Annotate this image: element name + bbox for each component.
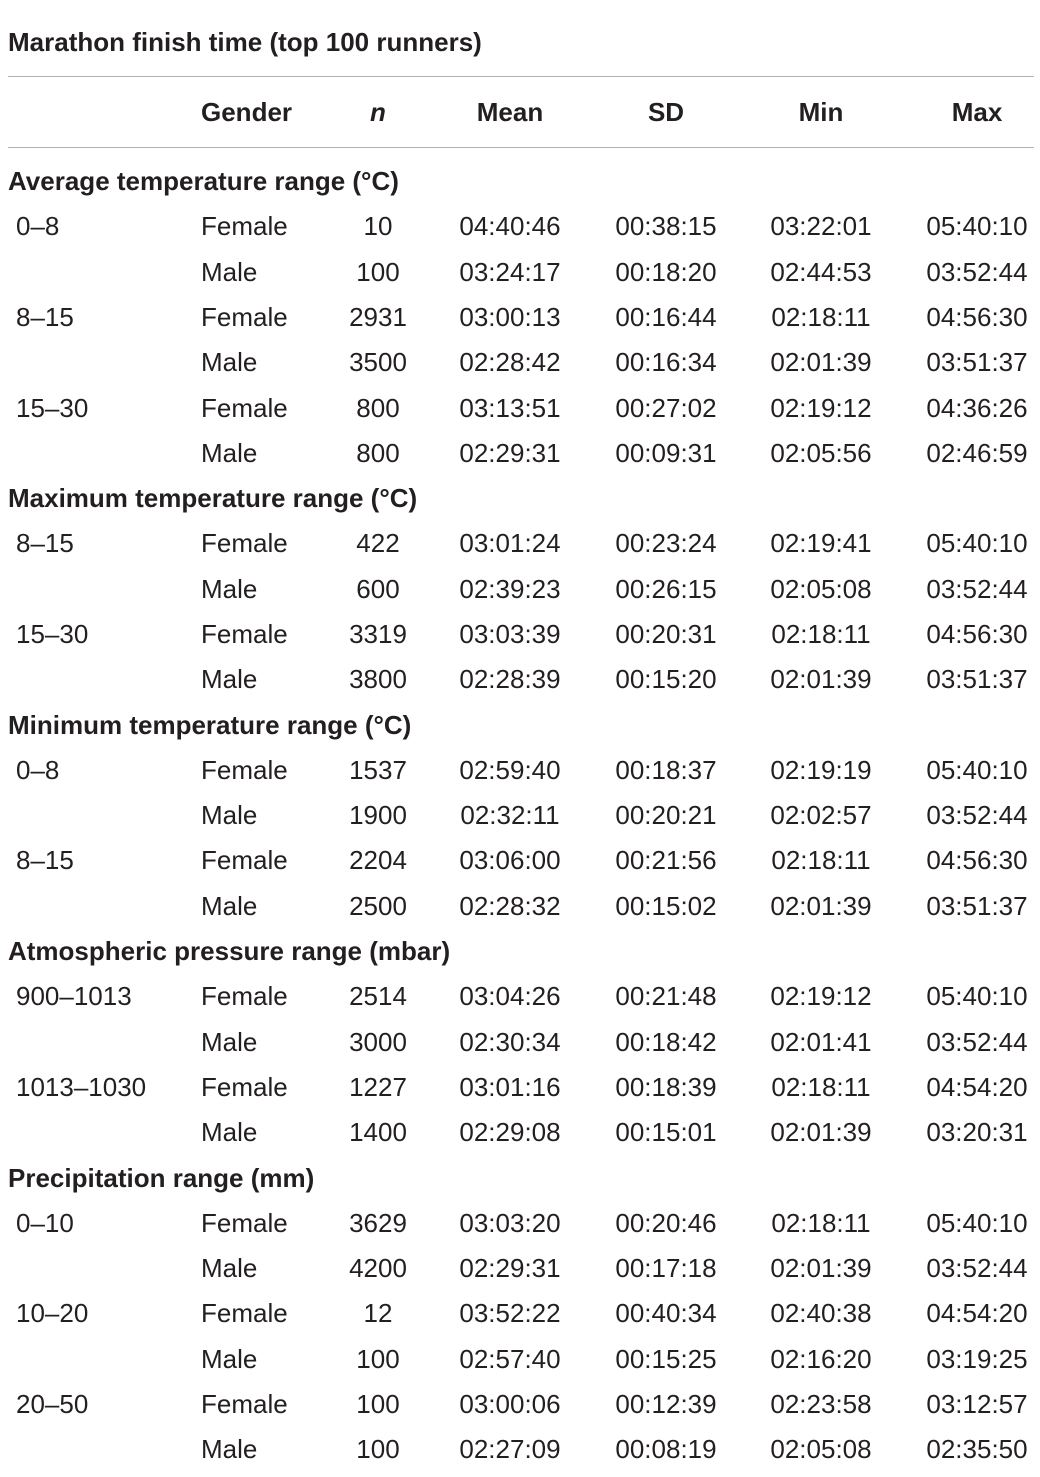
cell-gender: Female — [201, 981, 288, 1011]
table-row — [0, 300, 1040, 345]
cell-min: 02:23:58 — [770, 1389, 872, 1419]
cell-range: 900–1013 — [16, 981, 132, 1011]
cell-range: 8–15 — [16, 845, 74, 875]
cell-sd: 00:18:37 — [615, 755, 717, 785]
cell-range: 8–15 — [16, 528, 74, 558]
cell-mean: 02:29:08 — [459, 1117, 561, 1147]
section-label: Precipitation range (mm) — [8, 1163, 315, 1193]
cell-range: 1013–1030 — [16, 1072, 147, 1102]
cell-sd: 00:18:20 — [615, 257, 717, 287]
cell-gender: Female — [201, 528, 288, 558]
cell-gender: Male — [201, 438, 258, 468]
cell-min: 02:19:41 — [770, 528, 872, 558]
column-header-gender: Gender — [201, 97, 293, 127]
table-row — [0, 1432, 1040, 1477]
cell-n: 100 — [356, 1434, 400, 1464]
cell-min: 02:19:12 — [770, 981, 872, 1011]
table-title: Marathon finish time (top 100 runners) — [8, 27, 482, 57]
cell-min: 02:02:57 — [770, 800, 872, 830]
cell-max: 03:52:44 — [926, 257, 1028, 287]
cell-sd: 00:18:39 — [615, 1072, 717, 1102]
section-label: Average temperature range (°C) — [8, 166, 399, 196]
cell-max: 04:56:30 — [926, 302, 1028, 332]
cell-max: 04:54:20 — [926, 1298, 1028, 1328]
cell-n: 2500 — [349, 891, 407, 921]
table-row — [0, 209, 1040, 254]
table-row — [0, 843, 1040, 888]
cell-gender: Male — [201, 664, 258, 694]
header-rule — [8, 147, 1034, 148]
cell-max: 04:36:26 — [926, 393, 1028, 423]
cell-mean: 03:01:24 — [459, 528, 561, 558]
cell-range: 0–8 — [16, 755, 60, 785]
cell-n: 10 — [363, 211, 393, 241]
cell-mean: 03:03:39 — [459, 619, 561, 649]
cell-max: 03:19:25 — [926, 1344, 1028, 1374]
cell-max: 05:40:10 — [926, 1208, 1028, 1238]
cell-sd: 00:21:48 — [615, 981, 717, 1011]
cell-min: 02:01:39 — [770, 1117, 872, 1147]
cell-min: 02:16:20 — [770, 1344, 872, 1374]
cell-max: 03:51:37 — [926, 347, 1028, 377]
column-header-sd: SD — [647, 97, 685, 127]
cell-mean: 02:28:32 — [459, 891, 561, 921]
cell-min: 02:18:11 — [771, 845, 871, 875]
cell-sd: 00:09:31 — [615, 438, 717, 468]
cell-n: 2514 — [349, 981, 407, 1011]
cell-mean: 03:01:16 — [459, 1072, 561, 1102]
cell-n: 3629 — [349, 1208, 407, 1238]
table-row — [0, 1296, 1040, 1341]
cell-min: 02:19:12 — [770, 393, 872, 423]
cell-mean: 02:29:31 — [459, 1253, 561, 1283]
cell-max: 05:40:10 — [926, 755, 1028, 785]
cell-gender: Female — [201, 1298, 288, 1328]
cell-n: 100 — [356, 1344, 400, 1374]
table-row — [0, 1070, 1040, 1115]
cell-sd: 00:23:24 — [615, 528, 717, 558]
cell-max: 04:54:20 — [926, 1072, 1028, 1102]
cell-n: 800 — [356, 438, 400, 468]
cell-mean: 02:27:09 — [459, 1434, 561, 1464]
cell-n: 1537 — [349, 755, 407, 785]
cell-n: 4200 — [349, 1253, 407, 1283]
cell-min: 02:18:11 — [771, 1072, 871, 1102]
cell-range: 0–8 — [16, 211, 60, 241]
cell-mean: 04:40:46 — [459, 211, 561, 241]
cell-gender: Male — [201, 1434, 258, 1464]
cell-gender: Male — [201, 1344, 258, 1374]
cell-min: 02:18:11 — [771, 619, 871, 649]
cell-gender: Male — [201, 257, 258, 287]
cell-n: 3800 — [349, 664, 407, 694]
cell-min: 02:18:11 — [771, 1208, 871, 1238]
cell-gender: Female — [201, 1389, 288, 1419]
cell-sd: 00:20:21 — [615, 800, 717, 830]
cell-sd: 00:16:44 — [615, 302, 717, 332]
cell-max: 02:35:50 — [926, 1434, 1028, 1464]
table-row — [0, 1251, 1040, 1296]
cell-max: 03:52:44 — [926, 1253, 1028, 1283]
cell-mean: 03:06:00 — [459, 845, 561, 875]
cell-sd: 00:15:25 — [615, 1344, 717, 1374]
cell-sd: 00:20:46 — [615, 1208, 717, 1238]
table-row — [0, 526, 1040, 571]
cell-sd: 00:38:15 — [615, 211, 717, 241]
cell-range: 15–30 — [16, 619, 89, 649]
cell-n: 2931 — [349, 302, 407, 332]
table-row — [0, 255, 1040, 300]
column-header-min: Min — [798, 97, 844, 127]
table-row — [0, 617, 1040, 662]
cell-sd: 00:16:34 — [615, 347, 717, 377]
table-row — [0, 391, 1040, 436]
cell-max: 05:40:10 — [926, 981, 1028, 1011]
cell-mean: 03:03:20 — [459, 1208, 561, 1238]
cell-sd: 00:17:18 — [615, 1253, 717, 1283]
table-row — [0, 1025, 1040, 1070]
cell-gender: Female — [201, 755, 288, 785]
cell-gender: Female — [201, 1072, 288, 1102]
cell-min: 02:18:11 — [771, 302, 871, 332]
cell-sd: 00:15:20 — [615, 664, 717, 694]
cell-mean: 02:39:23 — [459, 574, 561, 604]
cell-range: 8–15 — [16, 302, 74, 332]
cell-gender: Male — [201, 1253, 258, 1283]
cell-mean: 02:30:34 — [459, 1027, 561, 1057]
cell-range: 15–30 — [16, 393, 89, 423]
cell-n: 100 — [356, 1389, 400, 1419]
cell-max: 02:46:59 — [926, 438, 1028, 468]
cell-range: 20–50 — [16, 1389, 89, 1419]
cell-max: 04:56:30 — [926, 619, 1028, 649]
cell-sd: 00:20:31 — [615, 619, 717, 649]
cell-sd: 00:08:19 — [615, 1434, 717, 1464]
cell-n: 3500 — [349, 347, 407, 377]
cell-mean: 02:57:40 — [459, 1344, 561, 1374]
title-rule — [8, 76, 1034, 77]
cell-max: 05:40:10 — [926, 211, 1028, 241]
cell-sd: 00:40:34 — [615, 1298, 717, 1328]
cell-min: 02:01:39 — [770, 664, 872, 694]
cell-n: 3319 — [349, 619, 407, 649]
cell-gender: Female — [201, 211, 288, 241]
cell-n: 12 — [363, 1298, 393, 1328]
cell-mean: 03:04:26 — [459, 981, 561, 1011]
cell-gender: Male — [201, 1027, 258, 1057]
cell-max: 04:56:30 — [926, 845, 1028, 875]
cell-n: 800 — [356, 393, 400, 423]
cell-min: 03:22:01 — [770, 211, 872, 241]
table-row — [0, 1387, 1040, 1432]
cell-gender: Female — [201, 302, 288, 332]
cell-sd: 00:12:39 — [615, 1389, 717, 1419]
cell-sd: 00:15:02 — [615, 891, 717, 921]
cell-max: 03:52:44 — [926, 1027, 1028, 1057]
cell-n: 2204 — [349, 845, 407, 875]
cell-min: 02:01:39 — [770, 891, 872, 921]
cell-max: 03:51:37 — [926, 891, 1028, 921]
cell-min: 02:01:41 — [770, 1027, 872, 1057]
column-header-n: n — [370, 97, 386, 127]
cell-range: 10–20 — [16, 1298, 89, 1328]
cell-mean: 03:00:13 — [459, 302, 561, 332]
table-row — [0, 889, 1040, 934]
cell-n: 1227 — [349, 1072, 407, 1102]
cell-mean: 03:52:22 — [459, 1298, 561, 1328]
cell-mean: 02:28:42 — [459, 347, 561, 377]
cell-gender: Male — [201, 800, 258, 830]
cell-gender: Female — [201, 393, 288, 423]
table-row — [0, 436, 1040, 481]
cell-sd: 00:21:56 — [615, 845, 717, 875]
cell-range: 0–10 — [16, 1208, 74, 1238]
cell-max: 03:12:57 — [926, 1389, 1028, 1419]
cell-gender: Male — [201, 347, 258, 377]
table-row — [0, 345, 1040, 390]
table-row — [0, 753, 1040, 798]
column-header-mean: Mean — [476, 97, 544, 127]
cell-n: 3000 — [349, 1027, 407, 1057]
cell-n: 1400 — [349, 1117, 407, 1147]
cell-mean: 02:59:40 — [459, 755, 561, 785]
cell-mean: 03:13:51 — [459, 393, 561, 423]
table-row — [0, 1342, 1040, 1387]
table-row — [0, 798, 1040, 843]
cell-gender: Male — [201, 1117, 258, 1147]
table-row — [0, 662, 1040, 707]
cell-max: 03:52:44 — [926, 574, 1028, 604]
cell-gender: Male — [201, 574, 258, 604]
cell-gender: Female — [201, 1208, 288, 1238]
table-row — [0, 572, 1040, 617]
cell-max: 05:40:10 — [926, 528, 1028, 558]
cell-n: 1900 — [349, 800, 407, 830]
cell-gender: Female — [201, 845, 288, 875]
cell-gender: Male — [201, 891, 258, 921]
cell-min: 02:05:08 — [770, 574, 872, 604]
cell-max: 03:51:37 — [926, 664, 1028, 694]
cell-min: 02:01:39 — [770, 1253, 872, 1283]
cell-n: 600 — [356, 574, 400, 604]
cell-min: 02:19:19 — [770, 755, 872, 785]
cell-min: 02:40:38 — [770, 1298, 872, 1328]
table-row — [0, 979, 1040, 1024]
cell-min: 02:01:39 — [770, 347, 872, 377]
cell-sd: 00:18:42 — [615, 1027, 717, 1057]
table-row — [0, 1115, 1040, 1160]
cell-mean: 02:32:11 — [460, 800, 560, 830]
section-label: Atmospheric pressure range (mbar) — [8, 936, 451, 966]
cell-min: 02:05:08 — [770, 1434, 872, 1464]
cell-mean: 02:28:39 — [459, 664, 561, 694]
cell-sd: 00:26:15 — [615, 574, 717, 604]
cell-sd: 00:15:01 — [615, 1117, 717, 1147]
cell-min: 02:05:56 — [770, 438, 872, 468]
section-label: Maximum temperature range (°C) — [8, 483, 418, 513]
cell-gender: Female — [201, 619, 288, 649]
table-row — [0, 1206, 1040, 1251]
cell-mean: 03:00:06 — [459, 1389, 561, 1419]
cell-mean: 02:29:31 — [459, 438, 561, 468]
cell-max: 03:52:44 — [926, 800, 1028, 830]
cell-sd: 00:27:02 — [615, 393, 717, 423]
cell-n: 422 — [356, 528, 400, 558]
cell-mean: 03:24:17 — [459, 257, 561, 287]
cell-max: 03:20:31 — [926, 1117, 1028, 1147]
cell-min: 02:44:53 — [770, 257, 872, 287]
column-header-max: Max — [951, 97, 1003, 127]
cell-n: 100 — [356, 257, 400, 287]
section-label: Minimum temperature range (°C) — [8, 710, 412, 740]
